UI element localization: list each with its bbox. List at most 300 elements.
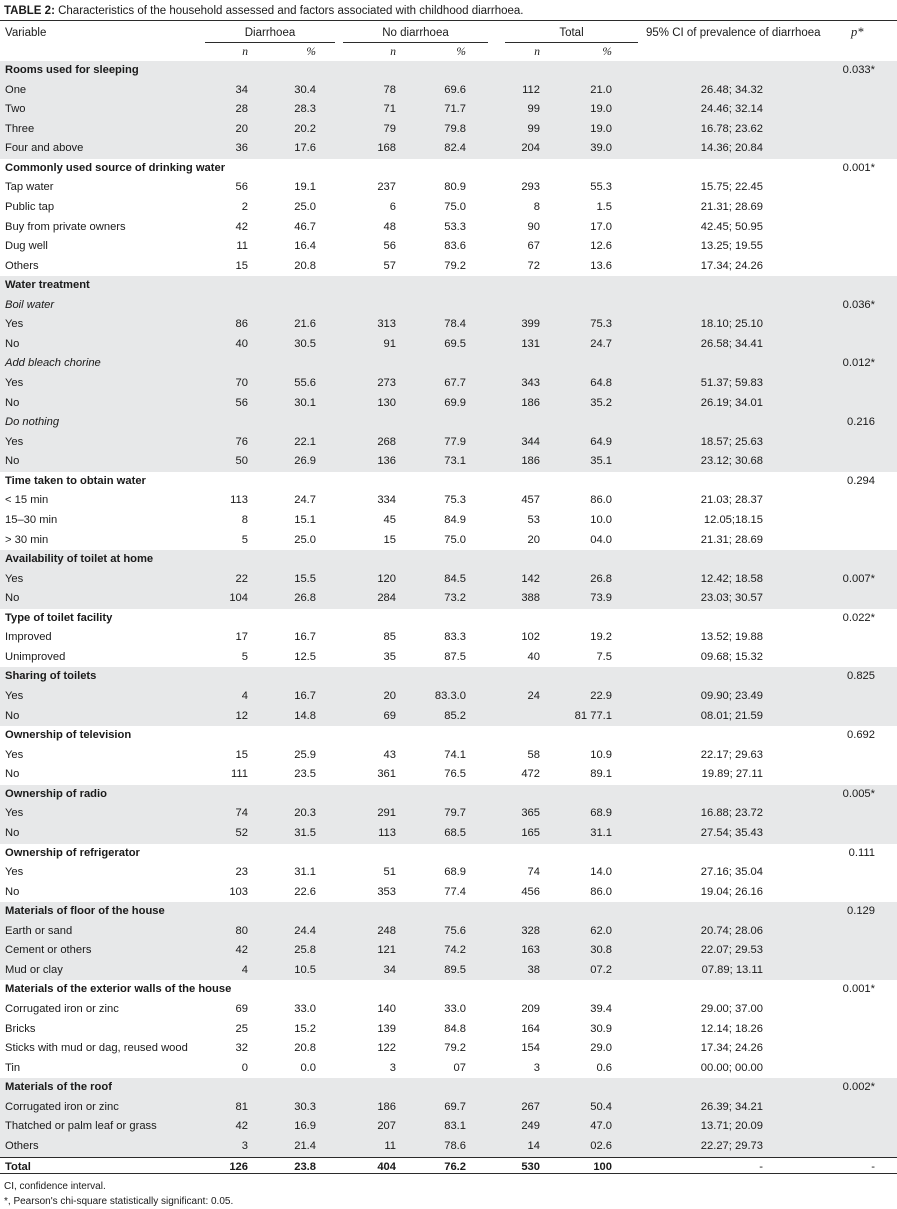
cell-total-pct: 86.0	[590, 885, 612, 898]
cell-p-value: 0.012*	[842, 357, 875, 370]
cell-diarrhoea-n: 76	[235, 435, 248, 448]
cell-no-diarrhoea-pct: 69.5	[444, 337, 466, 350]
cell-total-n: 58	[527, 748, 540, 761]
cell-ci: 12.14; 18.26	[700, 1022, 763, 1035]
cell-ci: 18.57; 25.63	[700, 435, 763, 448]
cell-no-diarrhoea-n: 121	[377, 944, 396, 957]
cell-diarrhoea-n: 32	[235, 1042, 248, 1055]
subheader-n-no-diarrhoea: n	[390, 46, 396, 58]
cell-total-pct: 07.2	[590, 963, 612, 976]
cell-total-n: 164	[521, 1022, 540, 1035]
footnote-p: *, Pearson's chi-square statistically significant: 0.05.	[4, 1196, 234, 1207]
cell-p-value: 0.111	[848, 846, 875, 859]
cell-total-pct: 31.1	[590, 826, 612, 839]
cell-variable: No	[5, 885, 20, 898]
cell-diarrhoea-pct: 16.7	[294, 690, 316, 702]
cell-diarrhoea-pct: 24.7	[294, 494, 316, 507]
cell-diarrhoea-pct: 15.5	[294, 572, 316, 585]
cell-no-diarrhoea-n: 120	[377, 572, 396, 585]
cell-total-n: 38	[527, 963, 540, 976]
cell-no-diarrhoea-pct: 69.6	[444, 83, 466, 96]
cell-p-value: 0.036*	[842, 298, 875, 311]
table-row	[0, 1117, 897, 1137]
subheader-n-total: n	[534, 46, 540, 58]
cell-diarrhoea-pct: 30.5	[294, 337, 316, 350]
table-row	[0, 941, 897, 961]
cell-diarrhoea-pct: 25.8	[294, 944, 316, 957]
cell-total-n: 204	[521, 142, 540, 155]
cell-total-n: 20	[527, 533, 540, 546]
cell-total-pct: 1.5	[596, 200, 612, 213]
table-row	[0, 100, 897, 120]
cell-total-pct: 55.3	[590, 181, 612, 194]
cell-variable: No	[5, 396, 20, 409]
table-row	[0, 198, 897, 218]
table-section-header	[0, 667, 897, 687]
table-section-header	[0, 472, 897, 492]
cell-total-n: 74	[527, 866, 540, 879]
cell-variable: < 15 min	[5, 494, 49, 507]
cell-diarrhoea-n: 56	[235, 181, 248, 194]
cell-ci: 16.88; 23.72	[700, 807, 763, 820]
cell-ci: 20.74; 28.06	[700, 924, 763, 937]
cell-diarrhoea-n: 8	[241, 513, 248, 526]
cell-variable: Availability of toilet at home	[5, 553, 154, 566]
cell-total-pct: 68.9	[590, 807, 612, 820]
cell-diarrhoea-pct: 15.1	[294, 513, 316, 526]
cell-ci: 15.75; 22.45	[700, 181, 763, 194]
cell-diarrhoea-n: 4	[241, 963, 248, 976]
cell-no-diarrhoea-n: 79	[383, 122, 396, 135]
table-caption-text: Characteristics of the household assessed and factors associated with childhood diarrhoea.	[58, 5, 524, 17]
cell-variable: Yes	[5, 748, 24, 761]
cell-total-n: 8	[533, 200, 540, 213]
cell-no-diarrhoea-n: 334	[377, 494, 396, 507]
table-row	[0, 1059, 897, 1079]
cell-ci: 13.71; 20.09	[700, 1120, 763, 1133]
cell-no-diarrhoea-pct: 83.3.0	[434, 690, 466, 702]
cell-diarrhoea-pct: 21.4	[294, 1139, 316, 1152]
cell-no-diarrhoea-n: 6	[389, 200, 396, 213]
table-section-header	[0, 902, 897, 922]
table-subsection-header	[0, 413, 897, 433]
cell-total-pct: 12.6	[590, 240, 612, 253]
cell-total-n: 388	[521, 592, 540, 605]
cell-diarrhoea-pct: 22.1	[294, 435, 316, 448]
cell-variable: Tin	[5, 1061, 21, 1074]
cell-variable: Yes	[5, 807, 24, 820]
cell-no-diarrhoea-n: 353	[377, 885, 396, 898]
cell-no-diarrhoea-pct: 79.8	[444, 122, 466, 135]
cell-diarrhoea-pct: 0.0	[300, 1061, 316, 1074]
cell-no-diarrhoea-pct: 74.2	[444, 944, 466, 957]
table-row	[0, 452, 897, 472]
cell-ci: 09.68; 15.32	[700, 650, 763, 663]
cell-diarrhoea-n: 25	[235, 1022, 248, 1035]
cell-no-diarrhoea-pct: 83.3	[444, 631, 466, 644]
cell-diarrhoea-pct: 19.1	[294, 181, 316, 194]
cell-diarrhoea-pct: 21.6	[294, 318, 316, 331]
cell-total-n: 3	[533, 1061, 540, 1074]
cell-total-n: 90	[527, 220, 540, 233]
cell-ci: 12.05;18.15	[703, 513, 763, 526]
table-section-header	[0, 980, 897, 1000]
table-section-header	[0, 844, 897, 864]
cell-variable: Yes	[5, 377, 24, 389]
cell-p-value: 0.129	[847, 905, 875, 918]
cell-diarrhoea-n: 20	[235, 122, 248, 135]
cell-diarrhoea-n: 70	[235, 377, 248, 389]
cell-total-pct: 35.2	[590, 396, 612, 409]
cell-total-n: 293	[521, 181, 540, 194]
cell-ci: 26.48; 34.32	[700, 83, 763, 96]
table-row	[0, 257, 897, 277]
cell-diarrhoea-n: 104	[229, 592, 248, 605]
cell-total-pct: 17.0	[590, 220, 612, 233]
cell-ci: 13.52; 19.88	[700, 631, 763, 644]
column-header-p: p*	[851, 25, 864, 39]
cell-p-value: 0.825	[847, 670, 875, 683]
subheader-pct-diarrhoea: %	[306, 46, 316, 58]
cell-diarrhoea-n: 69	[235, 1003, 248, 1015]
cell-variable: One	[5, 83, 27, 96]
cell-diarrhoea-pct: 22.6	[294, 885, 316, 898]
cell-no-diarrhoea-n: 273	[377, 377, 396, 389]
cell-total-pct: 19.2	[590, 631, 612, 644]
cell-ci: 00.00; 00.00	[700, 1061, 763, 1074]
cell-diarrhoea-pct: 16.4	[294, 240, 316, 253]
cell-no-diarrhoea-n: 291	[377, 807, 396, 820]
cell-no-diarrhoea-pct: 76.5	[444, 768, 466, 781]
cell-diarrhoea-n: 3	[241, 1139, 248, 1152]
cell-diarrhoea-n: 23	[235, 866, 248, 879]
cell-no-diarrhoea-pct: 69.9	[444, 396, 466, 409]
table-row	[0, 139, 897, 159]
table-section-header	[0, 726, 897, 746]
cell-no-diarrhoea-pct: 78.4	[444, 318, 466, 331]
column-header-diarrhoea: Diarrhoea	[244, 27, 296, 39]
cell-diarrhoea-n: 5	[241, 650, 248, 663]
cell-diarrhoea-pct: 16.9	[294, 1120, 316, 1133]
cell-total-n: 53	[527, 513, 540, 526]
table-header	[0, 21, 897, 61]
cell-no-diarrhoea-pct: 73.2	[444, 592, 466, 605]
cell-total-pct: 21.0	[590, 83, 612, 96]
table-section-header	[0, 609, 897, 629]
cell-ci: 13.25; 19.55	[700, 240, 763, 253]
cell-no-diarrhoea-n: 168	[377, 142, 396, 155]
cell-total-n: 102	[521, 631, 540, 644]
cell-diarrhoea-pct: 20.8	[294, 259, 316, 272]
cell-total-pct: 30.8	[590, 944, 612, 957]
cell-diarrhoea-pct: 20.2	[294, 122, 316, 135]
table-row	[0, 1039, 897, 1059]
table-row	[0, 1000, 897, 1020]
cell-diarrhoea-n: 4	[241, 690, 248, 702]
cell-diarrhoea-pct: 33.0	[294, 1003, 316, 1015]
cell-variable: Time taken to obtain water	[5, 474, 146, 487]
cell-diarrhoea-pct: 24.4	[294, 924, 316, 937]
cell-no-diarrhoea-n: 48	[383, 220, 396, 233]
cell-total-pct: 64.9	[590, 435, 612, 448]
cell-no-diarrhoea-n: 15	[383, 533, 396, 546]
cell-variable: Ownership of television	[5, 729, 132, 742]
cell-p-value: 0.002*	[842, 1081, 875, 1094]
cell-ci: 22.07; 29.53	[700, 944, 763, 957]
cell-no-diarrhoea-n: 35	[383, 650, 396, 663]
cell-no-diarrhoea-pct: 68.5	[444, 826, 466, 839]
cell-no-diarrhoea-pct: 83.1	[444, 1120, 466, 1133]
cell-total-n: 165	[521, 826, 540, 839]
column-header-ci: 95% CI of prevalence of diarrhoea	[646, 27, 821, 39]
cell-total-n: 399	[521, 318, 540, 331]
cell-total-pct: 62.0	[590, 924, 612, 937]
cell-total-pct: 7.5	[596, 650, 612, 663]
table-row	[0, 687, 897, 707]
cell-variable: Tap water	[5, 181, 54, 194]
cell-variable: Corrugated iron or zinc	[5, 1003, 119, 1015]
cell-diarrhoea-pct: 14.8	[294, 709, 316, 722]
cell-no-diarrhoea-n: 130	[377, 396, 396, 409]
table-section-header	[0, 1078, 897, 1098]
table-section-header	[0, 159, 897, 179]
cell-no-diarrhoea-pct: 84.8	[444, 1022, 466, 1035]
cell-no-diarrhoea-pct: 75.0	[444, 200, 466, 213]
cell-total-n: 186	[521, 455, 540, 468]
cell-p-value: 0.005*	[842, 787, 875, 800]
cell-variable: No	[5, 337, 20, 350]
cell-variable: Add bleach chorine	[5, 357, 101, 370]
cell-no-diarrhoea-n: 11	[384, 1139, 396, 1152]
cell-diarrhoea-pct: 31.5	[294, 826, 316, 839]
cell-variable: Yes	[5, 435, 24, 448]
cell-variable: 15–30 min	[5, 513, 58, 526]
table-bottom-rule	[0, 1173, 897, 1174]
cell-variable: Ownership of radio	[5, 787, 107, 800]
cell-ci: 08.01; 21.59	[700, 709, 763, 722]
cell-diarrhoea-n: 42	[235, 220, 248, 233]
table-row	[0, 883, 897, 903]
cell-total-pct: 64.8	[590, 377, 612, 389]
cell-total-n: 209	[521, 1003, 540, 1015]
cell-no-diarrhoea-n: 284	[377, 592, 396, 605]
cell-total-n: 72	[527, 259, 540, 272]
table-row	[0, 1020, 897, 1040]
cell-ci: 12.42; 18.58	[700, 572, 763, 585]
cell-diarrhoea-n: 74	[235, 807, 248, 820]
cell-variable: Sticks with mud or dag, reused wood	[5, 1042, 188, 1055]
cell-variable: No	[5, 826, 20, 839]
cell-diarrhoea-n: 103	[229, 885, 248, 898]
cell-no-diarrhoea-n: 45	[383, 513, 396, 526]
cell-diarrhoea-pct: 23.5	[294, 768, 316, 781]
cell-total-pct: 47.0	[590, 1120, 612, 1133]
cell-diarrhoea-n: 17	[235, 631, 248, 644]
cell-variable: Unimproved	[5, 650, 66, 663]
cell-ci: 23.03; 30.57	[700, 592, 763, 605]
table-row	[0, 628, 897, 648]
cell-ci: 19.04; 26.16	[700, 885, 763, 898]
cell-no-diarrhoea-n: 207	[377, 1120, 396, 1133]
cell-ci: 27.54; 35.43	[700, 826, 763, 839]
cell-no-diarrhoea-n: 20	[383, 690, 396, 702]
cell-diarrhoea-n: 5	[241, 533, 248, 546]
cell-variable: Yes	[5, 318, 24, 331]
cell-variable: Mud or clay	[5, 963, 63, 976]
cell-variable: Two	[5, 103, 26, 116]
cell-diarrhoea-pct: 26.9	[294, 455, 316, 468]
cell-no-diarrhoea-pct: 75.0	[444, 533, 466, 546]
cell-total-pct: 29.0	[590, 1042, 612, 1055]
cell-variable: Materials of the roof	[5, 1081, 112, 1094]
cell-total-pct: 0.6	[596, 1061, 612, 1074]
cell-total-n: 457	[521, 494, 540, 507]
table-section-header	[0, 61, 897, 81]
cell-variable: Ownership of refrigerator	[5, 846, 140, 859]
cell-variable: Total	[5, 1160, 31, 1173]
cell-total-n: 328	[521, 924, 540, 937]
cell-diarrhoea-pct: 20.8	[294, 1042, 316, 1055]
cell-ci: 51.37; 59.83	[700, 377, 763, 389]
cell-ci: 26.39; 34.21	[700, 1100, 763, 1113]
cell-diarrhoea-n: 11	[236, 240, 248, 253]
cell-total-pct: 86.0	[590, 494, 612, 507]
cell-variable: > 30 min	[5, 533, 49, 546]
cell-no-diarrhoea-n: 361	[377, 768, 396, 781]
cell-no-diarrhoea-pct: 07	[453, 1061, 466, 1074]
cell-ci: 07.89; 13.11	[701, 963, 763, 976]
cell-diarrhoea-n: 28	[235, 103, 248, 116]
cell-variable: Corrugated iron or zinc	[5, 1100, 119, 1113]
cell-p-value: 0.033*	[842, 64, 875, 76]
cell-diarrhoea-n: 0	[241, 1061, 248, 1074]
cell-variable: Yes	[5, 572, 24, 585]
cell-no-diarrhoea-pct: 33.0	[444, 1003, 466, 1015]
cell-diarrhoea-pct: 26.8	[294, 592, 316, 605]
table-row	[0, 1098, 897, 1118]
cell-total-pct: 19.0	[590, 122, 612, 135]
cell-variable: Water treatment	[5, 279, 90, 292]
cell-no-diarrhoea-pct: 74.1	[444, 748, 466, 761]
column-header-variable: Variable	[5, 27, 47, 39]
cell-p-value: 0.001*	[842, 161, 875, 174]
table-row	[0, 178, 897, 198]
cell-variable: Materials of the exterior walls of the house	[5, 983, 232, 996]
cell-p-value: -	[871, 1160, 875, 1173]
cell-total-n: 14	[527, 1139, 540, 1152]
cell-no-diarrhoea-n: 91	[383, 337, 396, 350]
cell-total-n: 24	[527, 690, 540, 702]
cell-no-diarrhoea-pct: 69.7	[444, 1100, 466, 1113]
cell-no-diarrhoea-n: 268	[377, 435, 396, 448]
cell-variable: Bricks	[5, 1022, 36, 1035]
cell-total-pct: 39.0	[590, 142, 612, 155]
cell-diarrhoea-pct: 23.8	[294, 1160, 316, 1173]
cell-total-pct: 100	[593, 1160, 612, 1173]
cell-ci: 14.36; 20.84	[700, 142, 763, 155]
cell-diarrhoea-n: 56	[235, 396, 248, 409]
cell-total-n: 186	[521, 396, 540, 409]
cell-variable: Do nothing	[5, 416, 60, 429]
table-row	[0, 315, 897, 335]
cell-total-n: 249	[521, 1120, 540, 1133]
table-row	[0, 218, 897, 238]
table-caption	[4, 4, 524, 19]
cell-total-pct: 26.8	[590, 572, 612, 585]
cell-total-pct: 35.1	[590, 455, 612, 468]
cell-variable: Four and above	[5, 142, 84, 155]
cell-total-n: 530	[521, 1160, 540, 1173]
footnote-ci: CI, confidence interval.	[4, 1181, 106, 1192]
cell-diarrhoea-pct: 20.3	[294, 807, 316, 820]
cell-total-pct: 30.9	[590, 1022, 612, 1035]
cell-no-diarrhoea-n: 113	[378, 826, 396, 839]
cell-variable: No	[5, 768, 20, 781]
table-row	[0, 765, 897, 785]
cell-diarrhoea-n: 22	[235, 572, 248, 585]
cell-no-diarrhoea-n: 186	[377, 1100, 396, 1113]
cell-ci: 21.31; 28.69	[700, 200, 763, 213]
cell-total-pct: 10.9	[590, 748, 612, 761]
table-row	[0, 491, 897, 511]
table-row	[0, 746, 897, 766]
cell-diarrhoea-pct: 25.9	[294, 748, 316, 761]
table-row	[0, 394, 897, 414]
subheader-pct-total: %	[602, 46, 612, 58]
cell-no-diarrhoea-n: 71	[383, 103, 396, 116]
cell-no-diarrhoea-n: 139	[377, 1022, 396, 1035]
table-row	[0, 589, 897, 609]
cell-no-diarrhoea-pct: 79.7	[444, 807, 466, 820]
table-row	[0, 433, 897, 453]
cell-no-diarrhoea-pct: 75.6	[444, 924, 466, 937]
cell-no-diarrhoea-n: 43	[383, 748, 396, 761]
cell-no-diarrhoea-n: 56	[383, 240, 396, 253]
cell-ci: 26.19; 34.01	[700, 396, 763, 409]
cell-variable: Boil water	[5, 298, 55, 311]
cell-diarrhoea-n: 34	[235, 83, 248, 96]
cell-diarrhoea-pct: 30.1	[294, 396, 316, 409]
cell-variable: Dug well	[5, 240, 48, 253]
cell-no-diarrhoea-pct: 71.7	[444, 103, 466, 116]
cell-diarrhoea-n: 86	[235, 318, 248, 331]
cell-total-pct: 39.4	[590, 1003, 612, 1015]
cell-diarrhoea-n: 50	[235, 455, 248, 468]
cell-diarrhoea-n: 81	[235, 1100, 248, 1113]
cell-diarrhoea-pct: 30.4	[294, 83, 316, 96]
cell-ci: 26.58; 34.41	[700, 337, 763, 350]
table-body	[0, 61, 897, 1176]
cell-no-diarrhoea-n: 57	[383, 259, 396, 272]
table-section-header	[0, 785, 897, 805]
table-row	[0, 335, 897, 355]
cell-no-diarrhoea-pct: 82.4	[444, 142, 466, 155]
cell-variable: Others	[5, 259, 39, 272]
cell-total-pct: 22.9	[590, 690, 612, 702]
cell-diarrhoea-n: 2	[241, 200, 248, 213]
cell-no-diarrhoea-n: 51	[383, 866, 396, 879]
cell-total-pct: 89.1	[590, 768, 612, 781]
cell-variable: Rooms used for sleeping	[5, 64, 139, 76]
cell-no-diarrhoea-pct: 67.7	[444, 377, 466, 389]
cell-diarrhoea-n: 126	[229, 1160, 248, 1173]
cell-variable: Commonly used source of drinking water	[5, 161, 226, 174]
cell-diarrhoea-pct: 25.0	[294, 533, 316, 546]
cell-total-pct: 81 77.1	[574, 709, 612, 722]
table-row	[0, 120, 897, 140]
cell-total-n: 131	[521, 337, 540, 350]
cell-variable: Earth or sand	[5, 924, 73, 937]
